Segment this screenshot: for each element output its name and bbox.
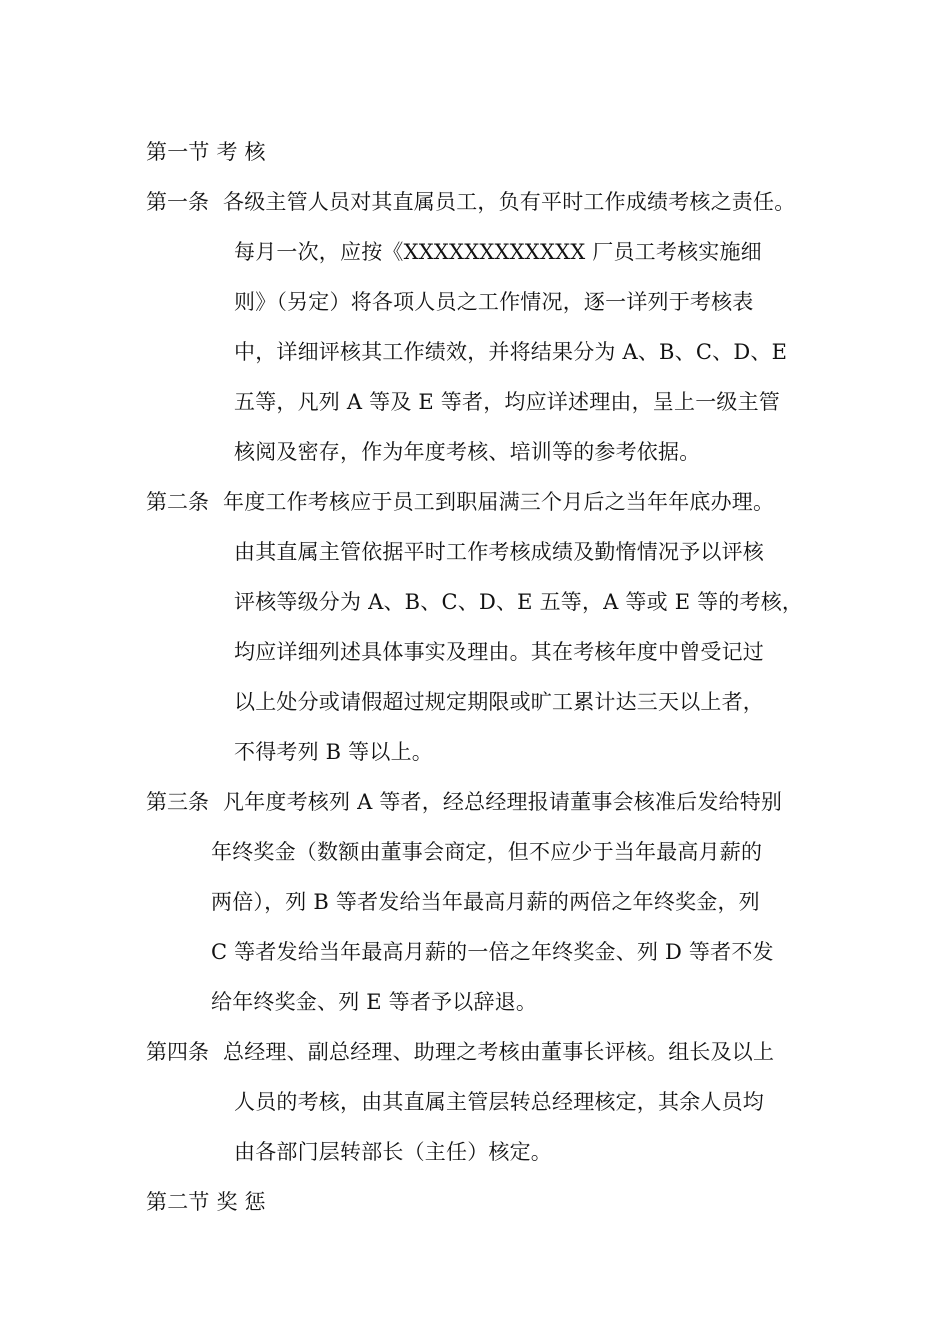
article-label: 第二条 bbox=[146, 490, 209, 514]
article-text-line: 每月一次，应按《XXXXXXXXXXXX 厂员工考核实施细 bbox=[234, 240, 762, 264]
article-text-line: 凡年度考核列 A 等者，经总经理报请董事会核准后发给特别 bbox=[223, 790, 783, 814]
article-text-line: 以上处分或请假超过规定期限或旷工累计达三天以上者， bbox=[234, 690, 764, 714]
article-label: 第三条 bbox=[146, 790, 209, 814]
article-text-line: 由其直属主管依据平时工作考核成绩及勤惰情况予以评核 bbox=[234, 540, 764, 564]
article-text-line: 核阅及密存，作为年度考核、培训等的参考依据。 bbox=[234, 440, 701, 464]
section-heading: 第二节 奖 惩 bbox=[146, 1190, 266, 1214]
article-text-line: 由各部门层转部长（主任）核定。 bbox=[234, 1140, 552, 1164]
article-label: 第四条 bbox=[146, 1040, 209, 1064]
article-label: 第一条 bbox=[146, 190, 209, 214]
article-text-line: 给年终奖金、列 E 等者予以辞退。 bbox=[211, 990, 538, 1014]
article-text-line: 五等，凡列 A 等及 E 等者，均应详述理由，呈上一级主管 bbox=[234, 390, 780, 414]
article-text-line: 评核等级分为 A、B、C、D、E 五等，A 等或 E 等的考核， bbox=[234, 590, 804, 614]
article-text-line: 年度工作考核应于员工到职届满三个月后之当年年底办理。 bbox=[223, 490, 775, 514]
article-text-line: 中，详细评核其工作绩效，并将结果分为 A、B、C、D、E bbox=[234, 340, 788, 364]
article-text-line: 均应详细列述具体事实及理由。其在考核年度中曾受记过 bbox=[234, 640, 764, 664]
section-heading: 第一节 考 核 bbox=[146, 140, 266, 164]
article-text-line: 不得考列 B 等以上。 bbox=[234, 740, 433, 764]
article-text-line: 人员的考核，由其直属主管层转总经理核定，其余人员均 bbox=[234, 1090, 764, 1114]
article-text-line: C 等者发给当年最高月薪的一倍之年终奖金、列 D 等者不发 bbox=[211, 940, 774, 964]
article-text-line: 总经理、副总经理、助理之考核由董事长评核。组长及以上 bbox=[223, 1040, 775, 1064]
article-text-line: 年终奖金（数额由董事会商定，但不应少于当年最高月薪的 bbox=[211, 840, 763, 864]
article-text-line: 则》（另定）将各项人员之工作情况，逐一详列于考核表 bbox=[234, 290, 754, 314]
article-text-line: 两倍），列 B 等者发给当年最高月薪的两倍之年终奖金，列 bbox=[211, 890, 760, 914]
article-text-line: 各级主管人员对其直属员工，负有平时工作成绩考核之责任。 bbox=[223, 190, 796, 214]
